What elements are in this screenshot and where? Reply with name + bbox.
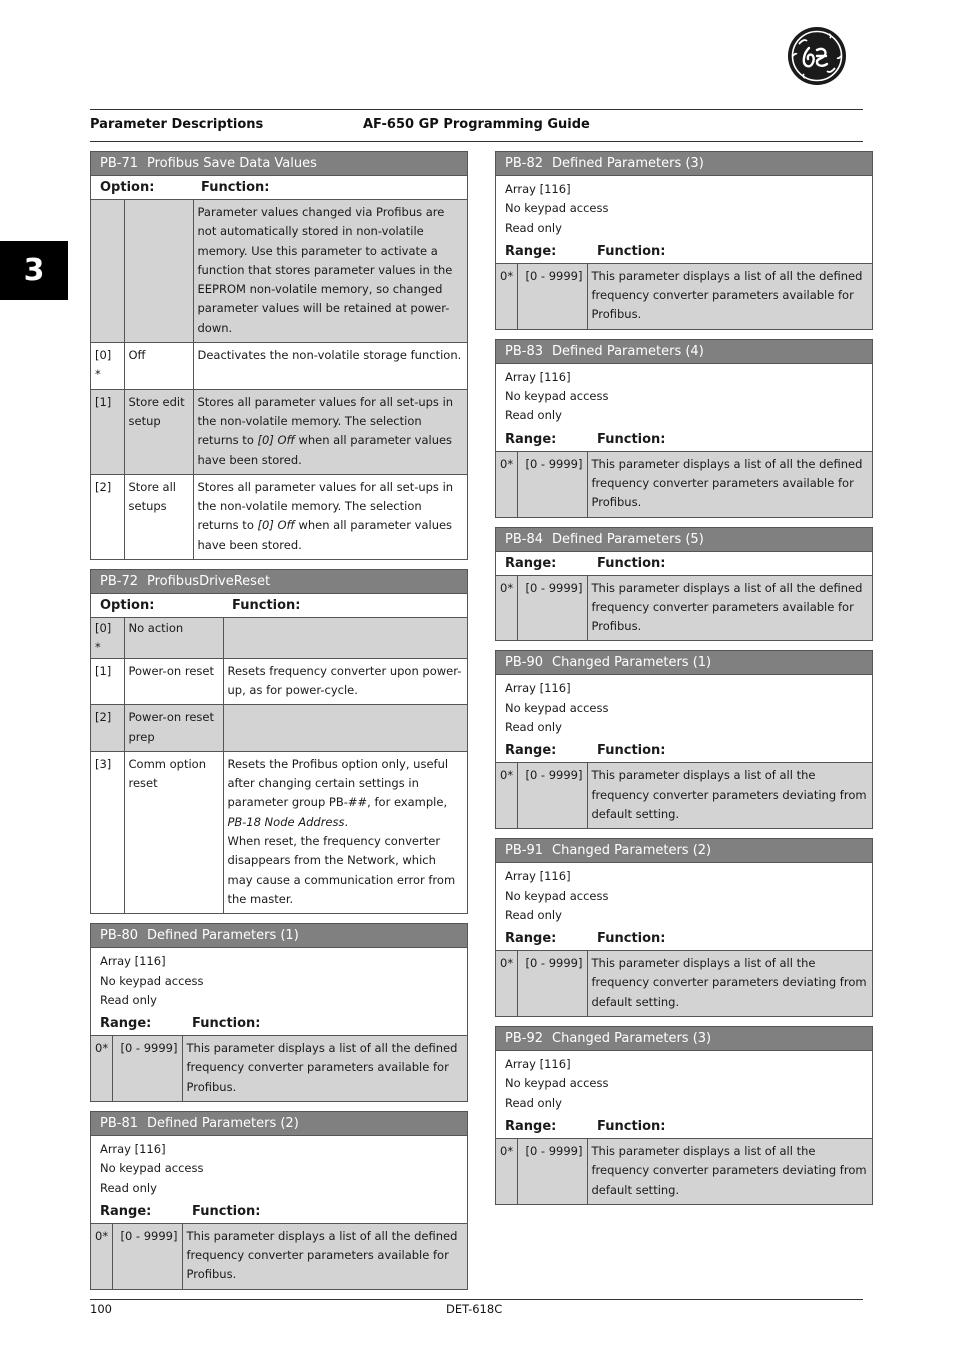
option-value: [2] (91, 705, 124, 752)
option-header (91, 176, 467, 200)
option-desc: Resets the Profibus option only, useful after changing certain settings in parameter group PB-##, for example, PB-18 Node Address. When reset, the frequency converter disappears from the Network, which may cause a communication error from the master. (223, 751, 467, 913)
function-label: Function: (597, 243, 666, 259)
param-title-bar (91, 152, 467, 176)
table-row (496, 576, 872, 641)
param-title: Changed Parameters (1) (552, 655, 712, 671)
param-pb72 (90, 569, 468, 914)
option-table (91, 200, 467, 559)
function-label: Function: (201, 180, 270, 195)
table-row (91, 1224, 467, 1289)
param-code: PB-72 (100, 574, 138, 590)
option-label: Option: (100, 598, 155, 614)
param-title-bar (91, 924, 467, 948)
param-title-bar (496, 1027, 872, 1051)
array-size: Array [116] (100, 954, 166, 969)
range-label: Range: (100, 1016, 152, 1032)
param-pb91 (495, 838, 873, 1017)
param-title-bar (496, 340, 872, 364)
param-title-bar (496, 839, 872, 863)
option-desc: Stores all parameter values for all set-ups in the non-volatile memory. The selection returns to [0] Off when all parameter values have been stored. (193, 474, 467, 559)
option-name: Store all setups (124, 474, 193, 559)
table-row (496, 763, 872, 828)
doc-code: DET-618C (446, 1302, 503, 1316)
param-info (91, 948, 467, 1012)
table-row (91, 343, 467, 390)
option-desc: Deactivates the non-volatile storage function. (193, 343, 467, 390)
range-label: Range: (505, 243, 557, 259)
ge-logo-icon (787, 26, 847, 86)
array-size: Array [116] (505, 1057, 571, 1072)
function-label: Function: (597, 431, 666, 447)
range-value: [0 - 9999] (112, 1224, 182, 1289)
table-row (91, 200, 467, 343)
section-title: Parameter Descriptions (90, 117, 264, 132)
keypad-access: No keypad access (505, 700, 609, 715)
range-header (496, 428, 872, 452)
option-name: Off (124, 343, 193, 390)
range-table (496, 452, 872, 517)
keypad-access: No keypad access (505, 201, 609, 216)
array-size: Array [116] (505, 681, 571, 696)
table-row (91, 474, 467, 559)
default-value: 0* (496, 951, 517, 1016)
range-desc: This parameter displays a list of all the defined frequency converter parameters available for Profibus. (182, 1036, 467, 1101)
page-number: 100 (90, 1302, 112, 1316)
option-value: [3] (91, 751, 124, 913)
param-code: PB-90 (505, 655, 543, 671)
param-code: PB-91 (505, 843, 543, 859)
param-code: PB-81 (100, 1115, 138, 1131)
function-label: Function: (597, 555, 666, 571)
read-only: Read only (100, 1180, 157, 1195)
range-label: Range: (505, 931, 557, 947)
option-header (91, 594, 467, 618)
param-info (91, 1136, 467, 1200)
param-title: Defined Parameters (5) (552, 531, 704, 547)
param-pb83 (495, 339, 873, 518)
option-value: [2] (91, 474, 124, 559)
default-value: 0* (496, 763, 517, 828)
param-code: PB-82 (505, 156, 543, 171)
range-table (496, 1139, 872, 1204)
read-only: Read only (100, 992, 157, 1007)
right-column (495, 151, 873, 1214)
option-desc (223, 618, 467, 658)
option-table (91, 618, 467, 913)
param-title: Changed Parameters (2) (552, 843, 712, 859)
param-code: PB-83 (505, 343, 543, 359)
array-size: Array [116] (100, 1141, 166, 1156)
range-desc: This parameter displays a list of all the defined frequency converter parameters available for Profibus. (182, 1224, 467, 1289)
range-value: [0 - 9999] (517, 1139, 587, 1204)
range-header (496, 1115, 872, 1139)
read-only: Read only (505, 220, 562, 235)
range-header (496, 927, 872, 951)
range-desc: This parameter displays a list of all the frequency converter parameters deviating from default setting. (587, 951, 872, 1016)
param-info (496, 675, 872, 739)
array-size: Array [116] (505, 182, 571, 196)
default-value: 0* (91, 1036, 112, 1101)
read-only: Read only (505, 720, 562, 735)
param-code: PB-84 (505, 531, 543, 547)
range-label: Range: (505, 431, 557, 447)
default-value: 0* (496, 1139, 517, 1204)
param-info (496, 176, 872, 240)
option-name: Store edit setup (124, 389, 193, 474)
param-pb81 (90, 1111, 468, 1290)
range-table (496, 763, 872, 828)
keypad-access: No keypad access (100, 973, 204, 988)
range-value: [0 - 9999] (517, 763, 587, 828)
default-value: 0* (91, 1224, 112, 1289)
param-title: Profibus Save Data Values (147, 156, 317, 171)
range-table (91, 1224, 467, 1289)
function-label: Function: (232, 598, 301, 614)
range-value: [0 - 9999] (517, 951, 587, 1016)
read-only: Read only (505, 408, 562, 423)
param-title: Defined Parameters (3) (552, 156, 704, 171)
param-code: PB-71 (100, 156, 138, 171)
range-header (496, 739, 872, 763)
param-pb92 (495, 1026, 873, 1205)
param-code: PB-92 (505, 1031, 543, 1047)
param-title: Defined Parameters (1) (147, 928, 299, 944)
option-value: [1] (91, 389, 124, 474)
read-only: Read only (505, 907, 562, 922)
param-title: Changed Parameters (3) (552, 1031, 712, 1047)
option-value: [1] (91, 658, 124, 705)
param-intro: Parameter values changed via Profibus are not automatically stored in non-volatile memory. Use this parameter to activate a function that stores parameter values in the EEPROM non-volatile memory, so changed parameter values will be retained at power-down. (193, 200, 467, 343)
param-title-bar (496, 651, 872, 675)
array-size: Array [116] (505, 869, 571, 884)
range-value: [0 - 9999] (112, 1036, 182, 1101)
range-table (91, 1036, 467, 1101)
keypad-access: No keypad access (505, 888, 609, 903)
function-label: Function: (597, 743, 666, 759)
keypad-access: No keypad access (505, 1076, 609, 1091)
range-header (91, 1012, 467, 1036)
default-value: 0* (496, 576, 517, 641)
param-pb80 (90, 923, 468, 1102)
left-column (90, 151, 468, 1299)
option-name: No action (124, 618, 223, 658)
range-desc: This parameter displays a list of all the defined frequency converter parameters available for Profibus. (587, 452, 872, 517)
range-table (496, 576, 872, 641)
function-label: Function: (192, 1203, 261, 1219)
table-row (91, 658, 467, 705)
keypad-access: No keypad access (505, 389, 609, 404)
range-value: [0 - 9999] (517, 264, 587, 329)
range-desc: This parameter displays a list of all the frequency converter parameters deviating from default setting. (587, 1139, 872, 1204)
option-desc (223, 705, 467, 752)
function-label: Function: (597, 931, 666, 947)
range-label: Range: (100, 1203, 152, 1219)
guide-title: AF-650 GP Programming Guide (363, 117, 590, 132)
range-table (496, 264, 872, 329)
param-pb82 (495, 151, 873, 330)
range-header (496, 240, 872, 264)
option-name: Power-on reset (124, 658, 223, 705)
table-row (91, 389, 467, 474)
table-row (496, 452, 872, 517)
range-desc: This parameter displays a list of all the frequency converter parameters deviating from default setting. (587, 763, 872, 828)
param-pb84 (495, 527, 873, 642)
chapter-tab: 3 (0, 241, 68, 300)
param-title-bar (496, 528, 872, 552)
option-name: Power-on reset prep (124, 705, 223, 752)
table-row (496, 1139, 872, 1204)
option-desc: Stores all parameter values for all set-ups in the non-volatile memory. The selection returns to [0] Off when all parameter values have been stored. (193, 389, 467, 474)
param-title-bar (91, 1112, 467, 1136)
function-label: Function: (597, 1118, 666, 1134)
function-label: Function: (192, 1016, 261, 1032)
param-title: ProfibusDriveReset (147, 574, 271, 590)
param-title-bar (496, 152, 872, 176)
range-value: [0 - 9999] (517, 576, 587, 641)
default-value: 0* (496, 264, 517, 329)
table-row (496, 951, 872, 1016)
table-row (91, 1036, 467, 1101)
param-title: Defined Parameters (4) (552, 343, 704, 359)
option-label: Option: (100, 180, 155, 195)
range-label: Range: (505, 1118, 557, 1134)
keypad-access: No keypad access (100, 1161, 204, 1176)
range-label: Range: (505, 555, 557, 571)
option-value: [0] * (91, 343, 124, 390)
param-title-bar (91, 570, 467, 594)
range-desc: This parameter displays a list of all the defined frequency converter parameters available for Profibus. (587, 264, 872, 329)
range-label: Range: (505, 743, 557, 759)
param-pb71 (90, 151, 468, 560)
default-value: 0* (496, 452, 517, 517)
range-desc: This parameter displays a list of all the defined frequency converter parameters available for Profibus. (587, 576, 872, 641)
range-table (496, 951, 872, 1016)
array-size: Array [116] (505, 369, 571, 384)
table-row (91, 705, 467, 752)
param-code: PB-80 (100, 928, 138, 944)
read-only: Read only (505, 1095, 562, 1110)
option-desc: Resets frequency converter upon power-up, as for power-cycle. (223, 658, 467, 705)
param-info (496, 1051, 872, 1115)
range-header (91, 1200, 467, 1224)
param-pb90 (495, 650, 873, 829)
table-row (496, 264, 872, 329)
table-row (91, 751, 467, 913)
range-header (496, 552, 872, 576)
option-value: [0] * (91, 618, 124, 658)
option-name: Comm option reset (124, 751, 223, 913)
param-info (496, 364, 872, 428)
range-value: [0 - 9999] (517, 452, 587, 517)
param-title: Defined Parameters (2) (147, 1115, 299, 1131)
param-info (496, 863, 872, 927)
table-row (91, 618, 467, 658)
